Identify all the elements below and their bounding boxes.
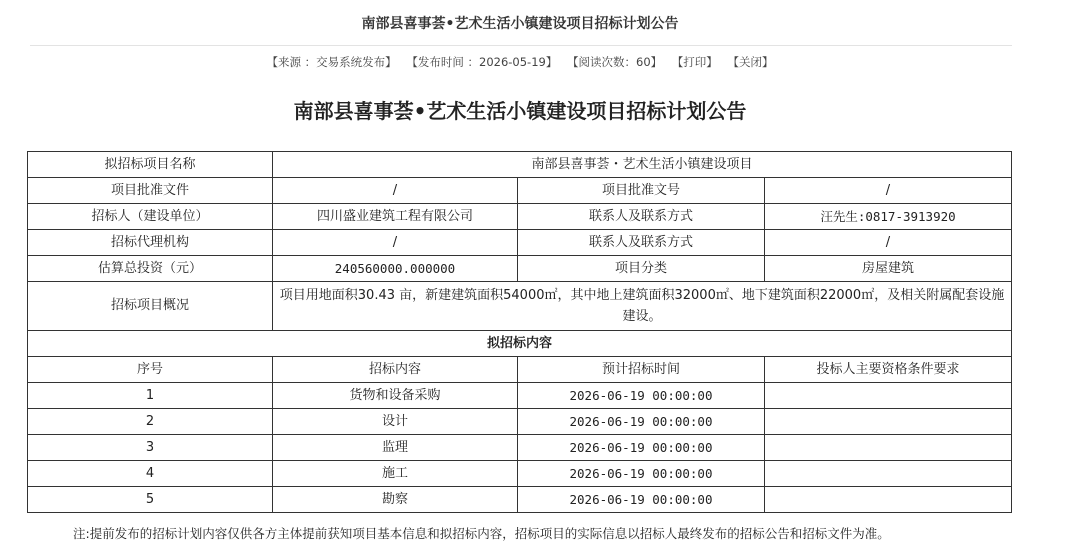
- tenderer-value: 四川盛业建筑工程有限公司: [273, 204, 518, 230]
- tenderer-contact-label: 联系人及联系方式: [518, 204, 765, 230]
- publish-time: 【发布时间 ：2026-05-19】: [406, 55, 558, 69]
- overview-value: 项目用地面积30.43 亩，新建建筑面积54000㎡，其中地上建筑面积32000㎡、地下建筑面积22000㎡，及相关附属配套设施建设。: [273, 282, 1012, 331]
- tender-plan-table: [27, 151, 1012, 513]
- page-title: 南部县喜事荟•艺术生活小镇建设项目招标计划公告: [361, 16, 679, 32]
- project-name-label: 拟招标项目名称: [28, 152, 273, 178]
- row-content: 货物和设备采购: [273, 383, 518, 409]
- section-title: 拟招标内容: [28, 331, 1012, 357]
- approval-doc-value: /: [273, 178, 518, 204]
- table-header-row: [28, 357, 1012, 383]
- view-count: 【阅读次数：60】: [567, 55, 663, 69]
- table-row: [28, 331, 1012, 357]
- row-time: 2026-06-19 00:00:00: [518, 435, 765, 461]
- table-row: [28, 152, 1012, 178]
- row-requirement: [765, 435, 1012, 461]
- row-requirement: [765, 409, 1012, 435]
- tenderer-contact-value: 汪先生:0817-3913920: [765, 204, 1012, 230]
- table-row: [28, 256, 1012, 282]
- agency-label: 招标代理机构: [28, 230, 273, 256]
- project-name-value: 南部县喜事荟・艺术生活小镇建设项目: [273, 152, 1012, 178]
- table-row: [28, 230, 1012, 256]
- agency-value: /: [273, 230, 518, 256]
- row-requirement: [765, 383, 1012, 409]
- table-row: [28, 461, 1012, 487]
- agency-contact-label: 联系人及联系方式: [518, 230, 765, 256]
- table-row: [28, 178, 1012, 204]
- table-row: [28, 487, 1012, 513]
- row-time: 2026-06-19 00:00:00: [518, 409, 765, 435]
- row-number: 1: [28, 383, 273, 409]
- row-content: 勘察: [273, 487, 518, 513]
- table-row: [28, 409, 1012, 435]
- row-number: 4: [28, 461, 273, 487]
- row-content: 设计: [273, 409, 518, 435]
- row-number: 2: [28, 409, 273, 435]
- row-time: 2026-06-19 00:00:00: [518, 461, 765, 487]
- investment-value: 240560000.000000: [273, 256, 518, 282]
- approval-no-label: 项目批准文号: [518, 178, 765, 204]
- row-requirement: [765, 461, 1012, 487]
- overview-label: 招标项目概况: [28, 282, 273, 331]
- approval-doc-label: 项目批准文件: [28, 178, 273, 204]
- agency-contact-value: /: [765, 230, 1012, 256]
- row-content: 监理: [273, 435, 518, 461]
- source-label: 【来源 ：交易系统发布】: [266, 55, 397, 69]
- investment-label: 估算总投资（元）: [28, 256, 273, 282]
- disclaimer-note: 注:提前发布的招标计划内容仅供各方主体提前获知项目基本信息和拟招标内容，招标项目的实际信息以招标人最终发布的招标公告和招标文件为准。: [73, 526, 890, 541]
- row-content: 施工: [273, 461, 518, 487]
- print-link[interactable]: 【打印】: [671, 55, 718, 69]
- row-number: 3: [28, 435, 273, 461]
- article-meta: [0, 54, 1040, 70]
- row-time: 2026-06-19 00:00:00: [518, 383, 765, 409]
- title-divider: [30, 45, 1012, 46]
- column-header: 招标内容: [273, 357, 518, 383]
- table-row: [28, 435, 1012, 461]
- document-title: 南部县喜事荟•艺术生活小镇建设项目招标计划公告: [293, 99, 747, 123]
- row-number: 5: [28, 487, 273, 513]
- category-value: 房屋建筑: [765, 256, 1012, 282]
- table-row: [28, 204, 1012, 230]
- tenderer-label: 招标人（建设单位）: [28, 204, 273, 230]
- category-label: 项目分类: [518, 256, 765, 282]
- row-time: 2026-06-19 00:00:00: [518, 487, 765, 513]
- row-requirement: [765, 487, 1012, 513]
- column-header: 序号: [28, 357, 273, 383]
- approval-no-value: /: [765, 178, 1012, 204]
- column-header: 投标人主要资格条件要求: [765, 357, 1012, 383]
- column-header: 预计招标时间: [518, 357, 765, 383]
- close-link[interactable]: 【关闭】: [727, 55, 774, 69]
- table-row: [28, 383, 1012, 409]
- table-row: [28, 282, 1012, 331]
